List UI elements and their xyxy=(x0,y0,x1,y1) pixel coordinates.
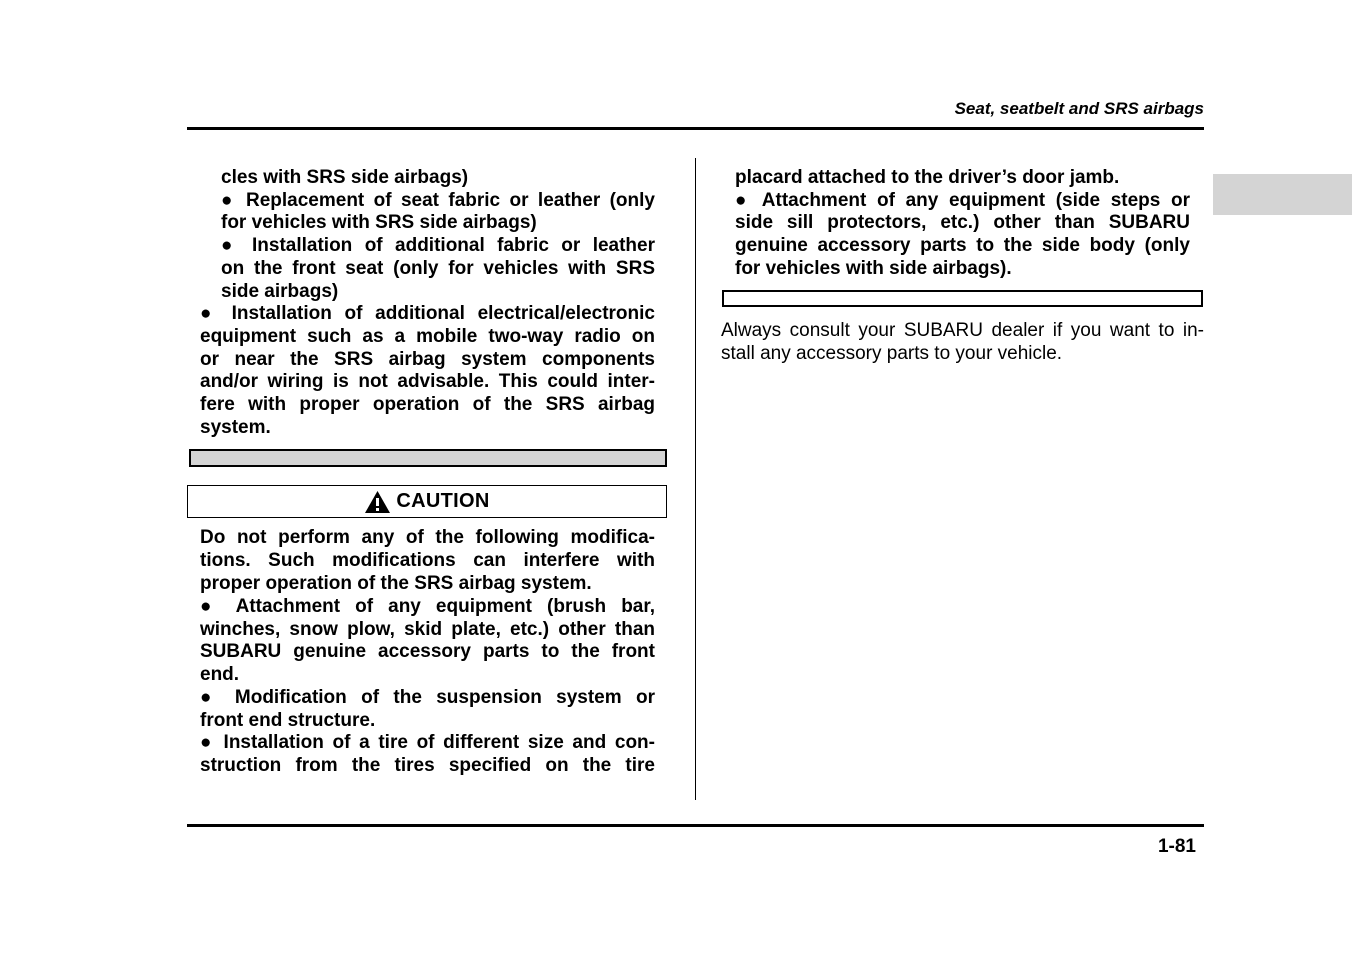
warning-line: fere with proper operation of the SRS airbag xyxy=(200,394,655,415)
caution-line: winches, snow plow, skid plate, etc.) other than xyxy=(200,619,655,640)
caution-line: end. xyxy=(200,664,240,685)
body-text-line: stall any accessory parts to your vehicle. xyxy=(721,343,1063,364)
warning-line: or near the SRS airbag system components xyxy=(200,349,655,370)
footer-rule xyxy=(187,824,1204,827)
caution-line: ● Installation of a tire of different size and con- xyxy=(200,732,655,753)
page-number: 1-81 xyxy=(1157,836,1196,857)
caution-line: placard attached to the driver’s door jamb. xyxy=(735,167,1120,188)
warning-line: for vehicles with SRS side airbags) xyxy=(221,212,537,233)
warning-line: cles with SRS side airbags) xyxy=(221,167,469,188)
warning-line: ● Replacement of seat fabric or leather (only xyxy=(221,190,655,211)
caution-line: ● Attachment of any equipment (side steps or xyxy=(735,190,1190,211)
warning-line: ● Installation of additional electrical/electronic xyxy=(200,303,655,324)
warning-line: ● Installation of additional fabric or leather xyxy=(221,235,655,256)
caution-line: ● Modification of the suspension system or xyxy=(200,687,655,708)
caution-label: CAUTION xyxy=(396,490,490,512)
caution-line: ● Attachment of any equipment (brush bar, xyxy=(200,596,655,617)
caution-line: front end structure. xyxy=(200,710,376,731)
caution-line: SUBARU genuine accessory parts to the front xyxy=(200,641,655,662)
body-text-line: Always consult your SUBARU dealer if you want to in- xyxy=(721,320,1204,341)
caution-line: side sill protectors, etc.) other than SUBARU xyxy=(735,212,1190,233)
caution-line: tions. Such modifications can interfere with xyxy=(200,550,655,571)
warning-end-bar xyxy=(189,449,667,467)
caution-line: struction from the tires specified on the tire xyxy=(200,755,655,776)
column-divider xyxy=(695,158,696,800)
warning-line: equipment such as a mobile two-way radio on xyxy=(200,326,655,347)
caution-line: for vehicles with side airbags). xyxy=(735,258,1012,279)
caution-header xyxy=(187,485,667,518)
warning-line: on the front seat (only for vehicles with SRS xyxy=(221,258,655,279)
caution-line: genuine accessory parts to the side body (only xyxy=(735,235,1190,256)
chapter-tab xyxy=(1213,174,1352,215)
warning-line: side airbags) xyxy=(221,281,339,302)
warning-line: and/or wiring is not advisable. This could inter- xyxy=(200,371,655,392)
warning-line: system. xyxy=(200,417,271,438)
caution-end-bar xyxy=(722,290,1203,307)
header-rule xyxy=(187,127,1204,130)
warning-triangle-icon xyxy=(364,490,391,514)
section-title: Seat, seatbelt and SRS airbags xyxy=(954,99,1204,118)
caution-line: Do not perform any of the following modifica- xyxy=(200,527,655,548)
caution-line: proper operation of the SRS airbag system. xyxy=(200,573,592,594)
